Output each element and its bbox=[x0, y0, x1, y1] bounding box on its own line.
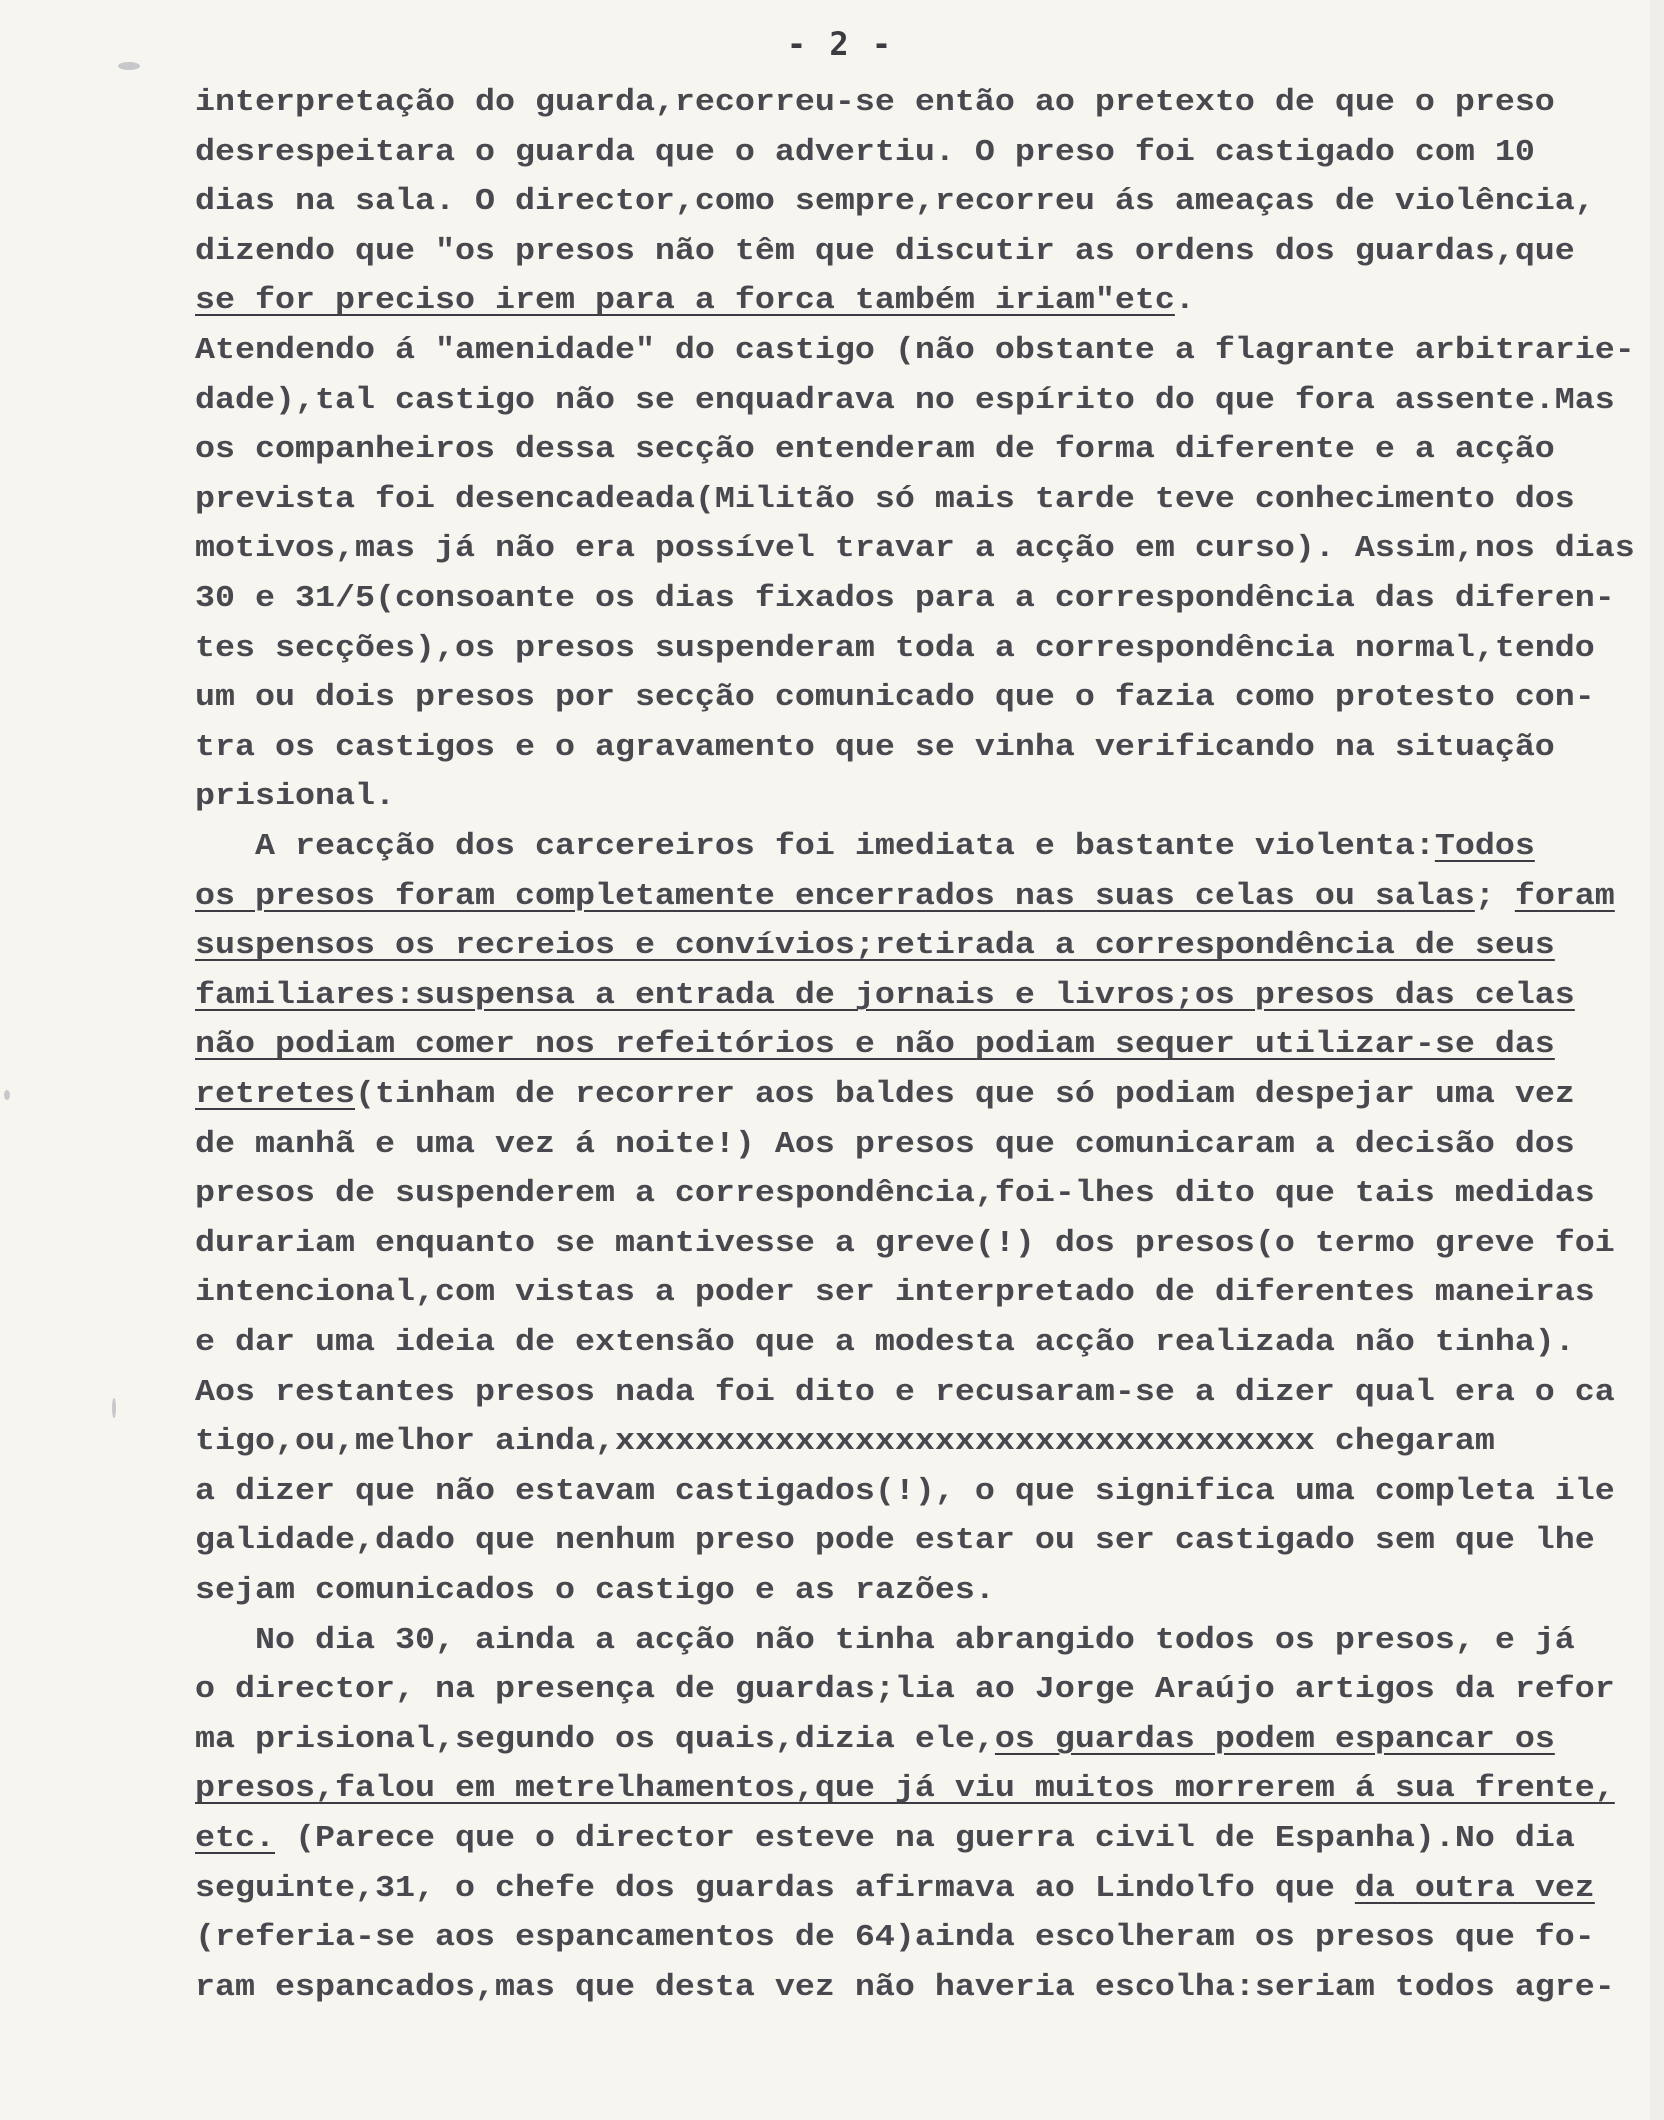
text-line bbox=[195, 777, 395, 817]
text-line bbox=[195, 877, 1615, 917]
text-line bbox=[195, 1720, 1555, 1760]
text-line bbox=[195, 232, 1575, 272]
text-segment: intencional,com vistas a poder ser interpretado de diferentes maneiras bbox=[195, 1276, 1595, 1311]
text-segment: No dia 30, ainda a acção não tinha abrangido todos os presos, e já bbox=[195, 1623, 1575, 1658]
text-line bbox=[195, 629, 1595, 669]
text-line bbox=[195, 1769, 1615, 1809]
text-segment: os companheiros dessa secção entenderam de forma diferente e a acção bbox=[195, 433, 1555, 468]
text-segment: galidade,dado que nenhum preso pode estar ou ser castigado sem que lhe bbox=[195, 1524, 1595, 1559]
text-line bbox=[195, 1422, 1495, 1462]
text-line bbox=[195, 728, 1555, 768]
text-segment: ; bbox=[1474, 879, 1515, 914]
underlined-text: se for preciso irem para a forca também iriam"etc bbox=[195, 284, 1175, 319]
text-segment: dizendo que "os presos não têm que discutir as ordens dos guardas,que bbox=[195, 234, 1575, 269]
underlined-text: Todos bbox=[1434, 830, 1535, 864]
underlined-text: os presos foram completamente encerrados nas suas celas ou salas bbox=[195, 879, 1475, 914]
text-line bbox=[195, 182, 1595, 222]
text-line bbox=[195, 1025, 1555, 1065]
text-segment: dias na sala. O director,como sempre,recorreu ás ameaças de violência, bbox=[195, 185, 1595, 220]
text-line bbox=[195, 1472, 1615, 1512]
text-segment: tigo,ou,melhor ainda,xxxxxxxxxxxxxxxxxxxxxxxxxxxxxxxxxxx chegaram bbox=[195, 1425, 1495, 1460]
text-line bbox=[195, 1224, 1615, 1264]
text-line bbox=[195, 1621, 1575, 1661]
text-segment: prevista foi desencadeada(Militão só mais tarde teve conhecimento dos bbox=[195, 482, 1575, 517]
text-segment: presos de suspenderem a correspondência,foi-lhes dito que tais medidas bbox=[195, 1177, 1595, 1212]
text-line bbox=[195, 579, 1615, 619]
text-segment: motivos,mas já não era possível travar a acção em curso). Assim,nos dias bbox=[195, 532, 1635, 567]
text-segment: tes secções),os presos suspenderam toda a correspondência normal,tendo bbox=[195, 631, 1595, 666]
text-line bbox=[195, 1819, 1575, 1859]
underlined-text: presos,falou em metrelhamentos,que já viu muitos morrerem á sua frente, bbox=[195, 1772, 1615, 1807]
page-number: - 2 - bbox=[786, 25, 894, 63]
text-line bbox=[195, 430, 1555, 470]
text-segment: ma prisional,segundo os quais,dizia ele, bbox=[195, 1722, 995, 1757]
text-line bbox=[195, 678, 1595, 718]
underlined-text: familiares:suspensa a entrada de jornais e livros;os presos das celas bbox=[195, 978, 1575, 1013]
text-line bbox=[195, 1174, 1595, 1214]
text-segment: (referia-se aos espancamentos de 64)ainda escolheram os presos que fo- bbox=[195, 1921, 1595, 1956]
text-segment: tra os castigos e o agravamento que se vinha verificando na situação bbox=[195, 730, 1555, 765]
text-line bbox=[195, 1125, 1575, 1165]
text-line bbox=[195, 529, 1635, 569]
text-segment: (tinham de recorrer aos baldes que só podiam despejar uma vez bbox=[354, 1078, 1575, 1112]
text-segment: um ou dois presos por secção comunicado que o fazia como protesto con- bbox=[195, 681, 1595, 716]
text-line bbox=[195, 281, 1195, 321]
text-line bbox=[195, 926, 1555, 966]
ink-smudge bbox=[4, 1090, 10, 1100]
text-segment: Atendendo á "amenidade" do castigo (não obstante a flagrante arbitrarie- bbox=[195, 334, 1635, 368]
text-segment: Aos restantes presos nada foi dito e recusaram-se a dizer qual era o ca bbox=[195, 1375, 1615, 1410]
text-line bbox=[195, 1323, 1575, 1363]
underlined-text: retretes bbox=[195, 1078, 355, 1112]
text-segment: dade),tal castigo não se enquadrava no espírito do que fora assente.Mas bbox=[195, 383, 1615, 418]
text-line bbox=[195, 1075, 1575, 1115]
text-line bbox=[195, 1273, 1595, 1313]
text-line bbox=[195, 1968, 1615, 2008]
underlined-text: etc. bbox=[195, 1822, 275, 1856]
text-line bbox=[195, 1918, 1595, 1958]
text-segment: de manhã e uma vez á noite!) Aos presos que comunicaram a decisão dos bbox=[195, 1127, 1575, 1162]
text-line bbox=[195, 381, 1615, 421]
underlined-text: não podiam comer nos refeitórios e não podiam sequer utilizar-se das bbox=[195, 1028, 1555, 1063]
underlined-text: suspensos os recreios e convívios;retirada a correspondência de seus bbox=[195, 929, 1555, 964]
text-segment: o director, na presença de guardas;lia ao Jorge Araújo artigos da refor bbox=[195, 1673, 1615, 1708]
text-line bbox=[195, 1521, 1595, 1561]
text-segment: desrespeitara o guarda que o advertiu. O preso foi castigado com 10 bbox=[195, 135, 1535, 170]
underlined-text: os guardas podem espancar os bbox=[994, 1722, 1555, 1757]
text-segment: prisional. bbox=[195, 780, 395, 815]
text-segment: ram espancados,mas que desta vez não haveria escolha:seriam todos agre- bbox=[195, 1970, 1615, 2005]
underlined-text: foram bbox=[1514, 879, 1615, 914]
text-line bbox=[195, 331, 1635, 371]
text-line bbox=[195, 133, 1535, 173]
text-segment: seguinte,31, o chefe dos guardas afirmava ao Lindolfo que bbox=[195, 1871, 1355, 1906]
text-segment: A reacção dos carcereiros foi imediata e bastante violenta: bbox=[195, 830, 1435, 864]
text-line bbox=[195, 827, 1535, 867]
text-segment: durariam enquanto se mantivesse a greve(!) dos presos(o termo greve foi bbox=[195, 1226, 1615, 1261]
text-segment: 30 e 31/5(consoante os dias fixados para a correspondência das diferen- bbox=[195, 582, 1615, 616]
text-segment: interpretação do guarda,recorreu-se então ao pretexto de que o preso bbox=[195, 86, 1555, 120]
text-line bbox=[195, 1571, 995, 1611]
ink-smudge bbox=[112, 1398, 116, 1418]
text-segment: (Parece que o director esteve na guerra civil de Espanha).No dia bbox=[274, 1822, 1575, 1856]
text-line bbox=[195, 480, 1575, 520]
text-segment: . bbox=[1174, 284, 1195, 319]
ink-smudge bbox=[118, 62, 140, 70]
text-line bbox=[195, 83, 1555, 123]
text-line bbox=[195, 976, 1575, 1016]
underlined-text: da outra vez bbox=[1354, 1871, 1595, 1906]
text-segment: e dar uma ideia de extensão que a modesta acção realizada não tinha). bbox=[195, 1326, 1575, 1360]
text-line bbox=[195, 1373, 1615, 1413]
text-segment: a dizer que não estavam castigados(!), o que significa uma completa ile bbox=[195, 1474, 1615, 1509]
text-line bbox=[195, 1670, 1615, 1710]
text-line bbox=[195, 1869, 1595, 1909]
text-segment: sejam comunicados o castigo e as razões. bbox=[195, 1574, 995, 1608]
